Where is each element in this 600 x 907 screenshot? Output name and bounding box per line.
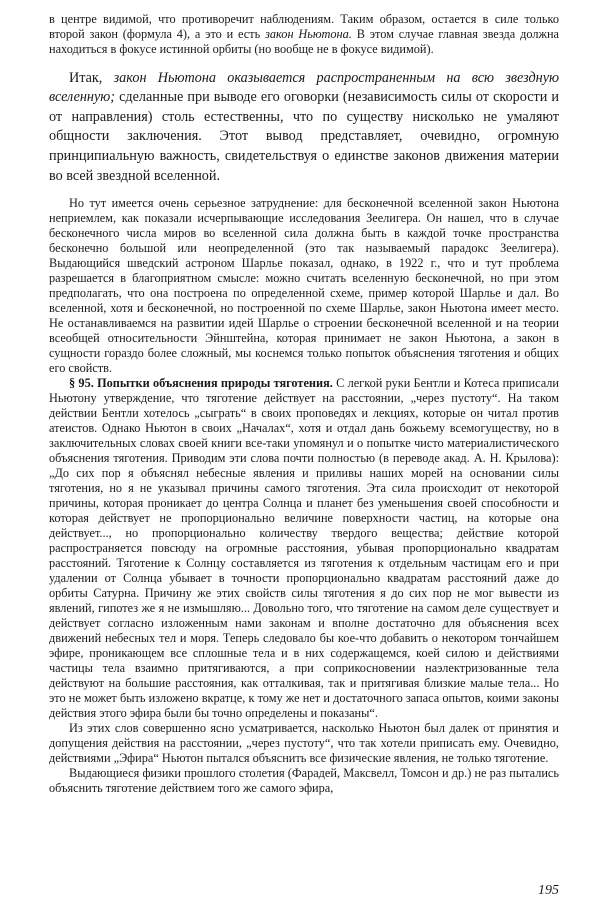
para1-emphasis: закон Ньютона. <box>265 27 352 42</box>
paragraph-section-95 <box>49 376 559 721</box>
para5-text: Из этих слов совершенно ясно усматривается, насколько Ньютон был далек от принятия и допущения действия на расстоянии, „через пустоту“, что так хотели приписать ему. Очевидно, действиями „Эфира“ Ньютон пытался объяснить все физические явления, не только тяготение. <box>49 721 559 766</box>
book-page <box>49 12 559 796</box>
para4-text: С легкой руки Бентли и Котеса приписали Ньютону утверждение, что тяготение действует на расстоянии, „через пустоту“. На таком действии Бентли хотелось „сыграть“ в своих проповедях и лекциях, которые он читал против атеистов. Однако Ньютон в своих „Началах“, хотя и отдал дань божьему всемогуществу, но в заключительных словах своей книги все-таки упомянул и о попытке чисто материалистического объяснения тяготения. Приводим эти слова почти полностью (в переводе акад. А. Н. Крылова): „До сих пор я объяснял небесные явления и приливы наших морей на основании силы тяготения, но я не указывал причины самого тяготения. Эта сила происходит от некоторой причины, которая проникает до центра Солнца и планет без уменьшения своей способности и которая действует не пропорционально величине поверхности частиц, на которые она действует..., но пропорционально количеству твердого вещества; действие которой распространяется повсюду на огромные расстояния, убывая пропорционально квадратам расстояний. Тяготение к Солнцу составляется из тяготения к отдельным частицам его и при удалении от Солнца убывает в точности пропорционально квадратам расстояний даже до орбиты Сатурна. Причину же этих свойств силы тяготения я до сих пор не мог вывести из явлений, гипотез же я не измышляю... Довольно того, что тяготение на самом деле существует и действует согласно изложенным нами законам и вполне достаточно для объяснения всех движений небесных тел и моря. Теперь следовало бы кое-что добавить о некотором тончайшем эфире, проникающем все сплошные тела и в них содержащемся, коей силою и действиями частицы тела взаимно притягиваются, а при соприкосновении наэлектризованные тела действуют на большие расстояния, как отталкивая, так и притягивая близкие малые тела... Но это не может быть изложено вкратце, к тому же нет и достаточного запаса опытов, коими законы действия этого эфира были бы точно определены и показаны“. <box>49 376 559 721</box>
para3-text: Но тут имеется очень серьезное затруднение: для бесконечной вселенной закон Ньютона неприемлем, как показали исчерпывающие исследования Зеелигера. Он нашел, что в случае бесконечного числа миров во вселенной сила должна быть в каждой точке пространства бесконечно большой или неопределенной (это так называемый парадокс Зеелигера). Выдающийся шведский астроном Шарлье показал, однако, в 1922 г., что и тут проблема разрешается в благоприятном смысле: можно считать вселенную бесконечной, но при этом предполагать, что она построена по определенной схеме, пример которой Шарлье и дал. Во вселенной, хотя и бесконечной, но построенной по схеме Шарлье, закон Ньютона имеет место. Не останавливаемся на развитии идей Шарлье о строении бесконечной вселенной и на теории всеобщей относительности Эйнштейна, которая принимает не закон Ньютона, а закон в сущности гораздо более сложный, мы коснемся только попыток объяснения тяготения и общих его свойств. <box>49 196 559 376</box>
paragraph-conclusion <box>49 69 559 187</box>
paragraph-physicists <box>49 766 559 796</box>
section-heading: § 95. Попытки объяснения природы тяготения. <box>69 376 333 391</box>
page-number: 195 <box>538 883 559 898</box>
para1-text-a: в центре видимой, что противоречит наблюдениям. Таким образом, остается в силе только второй закон (формула 4), а это и есть <box>49 12 559 42</box>
paragraph-difficulty <box>49 196 559 376</box>
paragraph-continuation <box>49 12 559 58</box>
para6-text: Выдающиеся физики прошлого столетия (Фарадей, Максвелл, Томсон и др.) не раз пытались объяснить тяготение действием того же самого эфира, <box>49 766 559 796</box>
para1-text-b: В этом случае главная звезда должна находиться в фокусе истинной орбиты (но вообще не в фокусе видимой). <box>49 27 560 57</box>
para2-text-a: Итак, <box>69 69 114 86</box>
paragraph-newton-conclusion <box>49 721 559 766</box>
para2-emphasis: закон Ньютона оказывается распространенным на всю звездную вселенную; <box>49 69 559 106</box>
para2-text-b: сделанные при выводе его оговорки (независимость силы от скорости и от направления) столь естественны, что по существу нисколько не умаляют общности заключения. Этот вывод представляет, очевидно, огромную принципиальную важность, свидетельствуя о единстве законов движения материи во всей звездной вселенной. <box>49 89 559 184</box>
